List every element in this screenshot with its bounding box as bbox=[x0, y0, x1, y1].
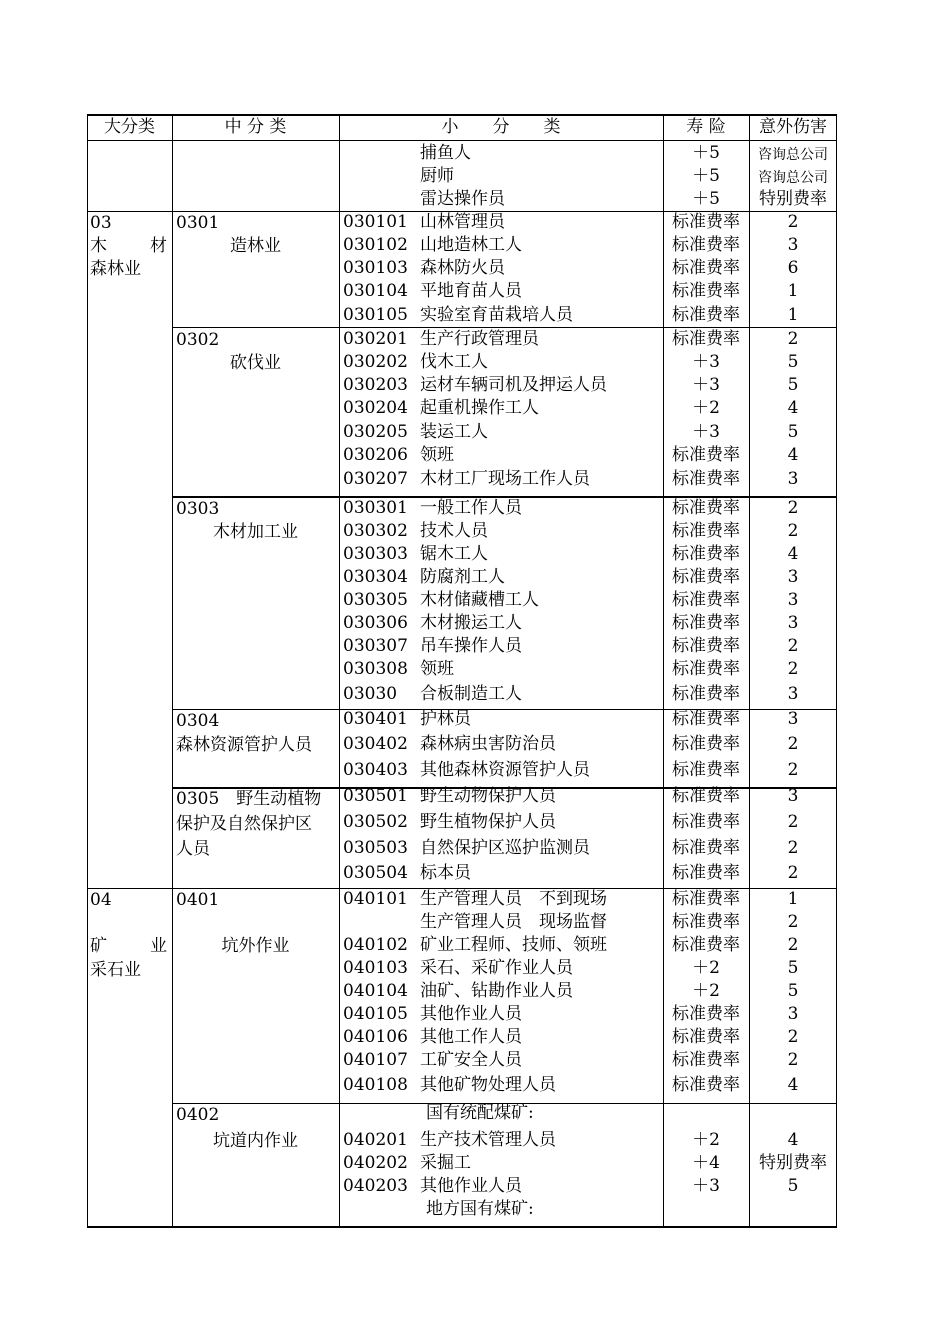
occupation-name: 一般工作人员 bbox=[420, 498, 522, 518]
accident-rate: 4 bbox=[787, 445, 799, 465]
occupation-name: 领班 bbox=[420, 445, 454, 465]
occupation-name: 其他作业人员 bbox=[420, 1004, 522, 1024]
life-rate: 标准费率 bbox=[672, 445, 740, 465]
occupation-code: 030502 bbox=[343, 812, 408, 832]
medium-code: 0401 bbox=[176, 890, 220, 910]
occupation-code: 030206 bbox=[343, 445, 408, 465]
occupation-name: 雷达操作员 bbox=[420, 189, 505, 209]
life-rate: 标准费率 bbox=[672, 912, 740, 932]
life-rate: 标准费率 bbox=[672, 636, 740, 656]
accident-rate: 2 bbox=[787, 760, 799, 780]
occupation-code: 030303 bbox=[343, 544, 408, 564]
life-rate: ＋5 bbox=[692, 166, 720, 186]
occupation-name: 工矿安全人员 bbox=[420, 1050, 522, 1070]
occupation-name: 锯木工人 bbox=[420, 544, 488, 564]
life-rate: ＋3 bbox=[692, 422, 720, 442]
header-minor: 小 分 类 bbox=[441, 117, 561, 137]
life-rate: 标准费率 bbox=[672, 544, 740, 564]
accident-rate: 5 bbox=[787, 422, 799, 442]
accident-rate: 2 bbox=[787, 734, 799, 754]
occupation-name: 采掘工 bbox=[420, 1153, 471, 1173]
life-rate: 标准费率 bbox=[672, 235, 740, 255]
occupation-name: 野生动物保护人员 bbox=[420, 786, 556, 806]
accident-rate: 1 bbox=[787, 889, 799, 909]
accident-rate: 咨询总公司 bbox=[758, 170, 828, 186]
life-rate: 标准费率 bbox=[672, 613, 740, 633]
accident-rate: 3 bbox=[787, 613, 799, 633]
accident-rate: 2 bbox=[787, 498, 799, 518]
accident-rate: 3 bbox=[787, 684, 799, 704]
accident-rate: 咨询总公司 bbox=[758, 147, 828, 163]
occupation-code: 030301 bbox=[343, 498, 408, 518]
medium-name: 造林业 bbox=[230, 236, 281, 256]
accident-rate: 3 bbox=[787, 1004, 799, 1024]
occupation-code: 040202 bbox=[343, 1153, 408, 1173]
accident-rate: 4 bbox=[787, 398, 799, 418]
life-rate: 标准费率 bbox=[672, 521, 740, 541]
life-rate: ＋2 bbox=[692, 398, 720, 418]
medium-code: 0402 bbox=[176, 1105, 220, 1125]
life-rate: ＋2 bbox=[692, 958, 720, 978]
rate-table bbox=[87, 114, 837, 1227]
occupation-name: 实验室育苗栽培人员 bbox=[420, 305, 573, 325]
accident-rate: 2 bbox=[787, 912, 799, 932]
life-rate: 标准费率 bbox=[672, 734, 740, 754]
occupation-code: 040102 bbox=[343, 935, 408, 955]
occupation-code: 030501 bbox=[343, 786, 408, 806]
accident-rate: 5 bbox=[787, 981, 799, 1001]
accident-rate: 3 bbox=[787, 235, 799, 255]
occupation-code: 030203 bbox=[343, 375, 408, 395]
occupation-name: 平地育苗人员 bbox=[420, 281, 522, 301]
life-rate: 标准费率 bbox=[672, 590, 740, 610]
accident-rate: 4 bbox=[787, 544, 799, 564]
accident-rate: 1 bbox=[787, 305, 799, 325]
occupation-code: 040101 bbox=[343, 889, 408, 909]
occupation-name: 合板制造工人 bbox=[420, 684, 522, 704]
occupation-name: 生产行政管理员 bbox=[420, 329, 539, 349]
accident-rate: 6 bbox=[787, 258, 799, 278]
major-name: 矿 bbox=[90, 936, 107, 956]
accident-rate: 2 bbox=[787, 863, 799, 883]
major-name: 木 bbox=[90, 236, 107, 256]
medium-name: 砍伐业 bbox=[230, 353, 281, 373]
occupation-code: 030302 bbox=[343, 521, 408, 541]
life-rate: 标准费率 bbox=[672, 212, 740, 232]
life-rate: 标准费率 bbox=[672, 1050, 740, 1070]
life-rate: 标准费率 bbox=[672, 889, 740, 909]
life-rate: 标准费率 bbox=[672, 469, 740, 489]
header-major: 大分类 bbox=[104, 117, 155, 137]
life-rate: 标准费率 bbox=[672, 1004, 740, 1024]
occupation-code: 030305 bbox=[343, 590, 408, 610]
accident-rate: 2 bbox=[787, 812, 799, 832]
life-rate: 标准费率 bbox=[672, 567, 740, 587]
occupation-name: 森林防火员 bbox=[420, 258, 505, 278]
occupation-code: 030402 bbox=[343, 734, 408, 754]
accident-rate: 特别费率 bbox=[759, 1153, 827, 1173]
occupation-code: 040105 bbox=[343, 1004, 408, 1024]
occupation-code: 030204 bbox=[343, 398, 408, 418]
accident-rate: 5 bbox=[787, 1176, 799, 1196]
occupation-name: 标本员 bbox=[420, 863, 471, 883]
occupation-code: 040103 bbox=[343, 958, 408, 978]
occupation-name: 厨师 bbox=[420, 166, 454, 186]
occupation-name: 森林病虫害防治员 bbox=[420, 734, 556, 754]
medium-code: 0301 bbox=[176, 213, 220, 233]
life-rate: 标准费率 bbox=[672, 786, 740, 806]
occupation-name: 山地造林工人 bbox=[420, 235, 522, 255]
life-rate: ＋2 bbox=[692, 1130, 720, 1150]
occupation-name: 捕鱼人 bbox=[420, 143, 471, 163]
medium-name: 人员 bbox=[176, 839, 210, 859]
occupation-name: 矿业工程师、技师、领班 bbox=[420, 935, 607, 955]
accident-rate: 2 bbox=[787, 838, 799, 858]
major-name: 业 bbox=[150, 936, 167, 956]
life-rate: 标准费率 bbox=[672, 329, 740, 349]
medium-code: 0304 bbox=[176, 711, 220, 731]
life-rate: 标准费率 bbox=[672, 305, 740, 325]
life-rate: 标准费率 bbox=[672, 1075, 740, 1095]
accident-rate: 2 bbox=[787, 935, 799, 955]
header-life: 寿 险 bbox=[686, 117, 726, 137]
accident-rate: 5 bbox=[787, 375, 799, 395]
occupation-code: 040203 bbox=[343, 1176, 408, 1196]
medium-name: 0305 野生动植物 bbox=[176, 789, 322, 809]
accident-rate: 3 bbox=[787, 567, 799, 587]
occupation-code: 030101 bbox=[343, 212, 408, 232]
header-accident: 意外伤害 bbox=[759, 117, 827, 137]
occupation-name: 采石、采矿作业人员 bbox=[420, 958, 573, 978]
occupation-code: 030207 bbox=[343, 469, 408, 489]
major-name: 森林业 bbox=[90, 259, 141, 279]
occupation-name: 木材搬运工人 bbox=[420, 613, 522, 633]
medium-code: 0303 bbox=[176, 499, 220, 519]
life-rate: 标准费率 bbox=[672, 1027, 740, 1047]
major-name: 材 bbox=[150, 236, 167, 256]
life-rate: 标准费率 bbox=[672, 258, 740, 278]
accident-rate: 2 bbox=[787, 329, 799, 349]
accident-rate: 特别费率 bbox=[759, 189, 827, 209]
occupation-code: 030403 bbox=[343, 760, 408, 780]
occupation-code: 030306 bbox=[343, 613, 408, 633]
occupation-code: 030307 bbox=[343, 636, 408, 656]
occupation-code: 040108 bbox=[343, 1075, 408, 1095]
life-rate: 标准费率 bbox=[672, 281, 740, 301]
occupation-code: 040106 bbox=[343, 1027, 408, 1047]
occupation-code: 030103 bbox=[343, 258, 408, 278]
occupation-name: 其他作业人员 bbox=[420, 1176, 522, 1196]
occupation-name: 伐木工人 bbox=[420, 352, 488, 372]
occupation-name: 其他工作人员 bbox=[420, 1027, 522, 1047]
occupation-name: 吊车操作人员 bbox=[420, 636, 522, 656]
life-rate: 标准费率 bbox=[672, 709, 740, 729]
occupation-code: 030201 bbox=[343, 329, 408, 349]
accident-rate: 1 bbox=[787, 281, 799, 301]
occupation-code: 040107 bbox=[343, 1050, 408, 1070]
occupation-name: 自然保护区巡护监测员 bbox=[420, 838, 590, 858]
life-rate: ＋5 bbox=[692, 143, 720, 163]
life-rate: 标准费率 bbox=[672, 760, 740, 780]
major-name: 采石业 bbox=[90, 960, 141, 980]
life-rate: ＋5 bbox=[692, 189, 720, 209]
occupation-code: 040104 bbox=[343, 981, 408, 1001]
life-rate: 标准费率 bbox=[672, 684, 740, 704]
occupation-name: 运材车辆司机及押运人员 bbox=[420, 375, 607, 395]
occupation-name: 野生植物保护人员 bbox=[420, 812, 556, 832]
accident-rate: 2 bbox=[787, 1027, 799, 1047]
occupation-code: 030504 bbox=[343, 863, 408, 883]
occupation-name: 地方国有煤矿: bbox=[426, 1199, 534, 1219]
accident-rate: 2 bbox=[787, 659, 799, 679]
table-left-border bbox=[87, 114, 88, 1227]
occupation-name: 领班 bbox=[420, 659, 454, 679]
occupation-code: 030102 bbox=[343, 235, 408, 255]
life-rate: ＋3 bbox=[692, 1176, 720, 1196]
medium-name: 坑道内作业 bbox=[213, 1131, 298, 1151]
occupation-name: 防腐剂工人 bbox=[420, 567, 505, 587]
life-rate: 标准费率 bbox=[672, 838, 740, 858]
medium-code: 0302 bbox=[176, 330, 220, 350]
occupation-code: 030105 bbox=[343, 305, 408, 325]
column-rule bbox=[339, 114, 340, 1227]
occupation-code: 030401 bbox=[343, 709, 408, 729]
occupation-code: 030503 bbox=[343, 838, 408, 858]
occupation-name: 国有统配煤矿: bbox=[426, 1103, 534, 1123]
accident-rate: 4 bbox=[787, 1130, 799, 1150]
occupation-code: 030304 bbox=[343, 567, 408, 587]
accident-rate: 3 bbox=[787, 590, 799, 610]
occupation-code: 030308 bbox=[343, 659, 408, 679]
major-code: 04 bbox=[90, 890, 112, 910]
occupation-code: 040201 bbox=[343, 1130, 408, 1150]
occupation-name: 生产管理人员 不到现场 bbox=[420, 889, 607, 909]
occupation-name: 起重机操作工人 bbox=[420, 398, 539, 418]
accident-rate: 3 bbox=[787, 469, 799, 489]
accident-rate: 2 bbox=[787, 212, 799, 232]
accident-rate: 2 bbox=[787, 521, 799, 541]
table-bottom-border bbox=[87, 1226, 837, 1228]
life-rate: ＋3 bbox=[692, 375, 720, 395]
life-rate: 标准费率 bbox=[672, 935, 740, 955]
life-rate: ＋2 bbox=[692, 981, 720, 1001]
occupation-name: 木材工厂现场工作人员 bbox=[420, 469, 590, 489]
life-rate: 标准费率 bbox=[672, 863, 740, 883]
accident-rate: 5 bbox=[787, 352, 799, 372]
accident-rate: 3 bbox=[787, 709, 799, 729]
occupation-name: 生产技术管理人员 bbox=[420, 1130, 556, 1150]
occupation-code: 030202 bbox=[343, 352, 408, 372]
column-rule bbox=[172, 114, 173, 1227]
occupation-name: 木材储藏槽工人 bbox=[420, 590, 539, 610]
accident-rate: 3 bbox=[787, 786, 799, 806]
occupation-name: 其他森林资源管护人员 bbox=[420, 760, 590, 780]
occupation-name: 油矿、钻勘作业人员 bbox=[420, 981, 573, 1001]
medium-name: 保护及自然保护区 bbox=[176, 814, 312, 834]
header-medium: 中 分 类 bbox=[224, 117, 287, 137]
occupation-code: 030104 bbox=[343, 281, 408, 301]
accident-rate: 2 bbox=[787, 1050, 799, 1070]
occupation-code: 030205 bbox=[343, 422, 408, 442]
accident-rate: 4 bbox=[787, 1075, 799, 1095]
major-code: 03 bbox=[90, 213, 112, 233]
life-rate: 标准费率 bbox=[672, 659, 740, 679]
occupation-name: 护林员 bbox=[420, 709, 471, 729]
occupation-name: 其他矿物处理人员 bbox=[420, 1075, 556, 1095]
occupation-name: 技术人员 bbox=[420, 521, 488, 541]
life-rate: 标准费率 bbox=[672, 498, 740, 518]
life-rate: ＋4 bbox=[692, 1153, 720, 1173]
occupation-name: 生产管理人员 现场监督 bbox=[420, 912, 607, 932]
medium-name: 木材加工业 bbox=[213, 522, 298, 542]
medium-name: 坑外作业 bbox=[221, 936, 290, 956]
life-rate: 标准费率 bbox=[672, 812, 740, 832]
header-rule bbox=[87, 140, 837, 141]
occupation-name: 装运工人 bbox=[420, 422, 488, 442]
accident-rate: 5 bbox=[787, 958, 799, 978]
accident-rate: 2 bbox=[787, 636, 799, 656]
medium-name: 森林资源管护人员 bbox=[176, 735, 312, 755]
occupation-code: 03030 bbox=[343, 684, 398, 704]
occupation-name: 山林管理员 bbox=[420, 212, 505, 232]
life-rate: ＋3 bbox=[692, 352, 720, 372]
